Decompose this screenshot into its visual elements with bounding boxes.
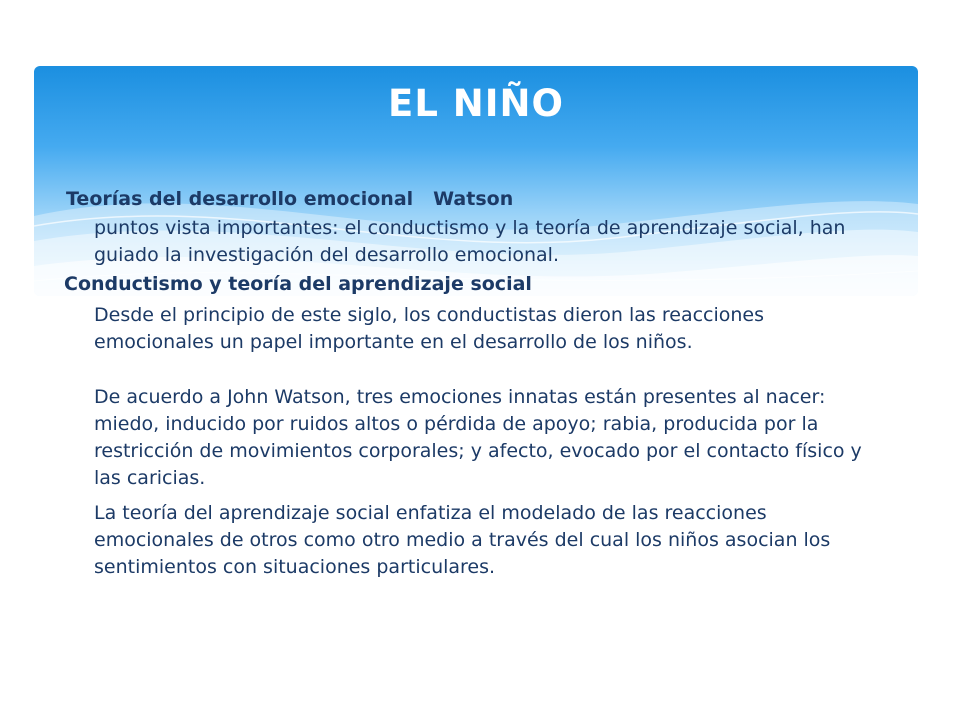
paragraph-watson-emociones: De acuerdo a John Watson, tres emociones innatas están presentes al nacer: miedo, inducido por ruidos altos o pérdida de apoyo; rabia, producida por la restricción de movimientos corporales; y afecto, evocado por el contacto físico y las caricias.	[94, 386, 862, 489]
section-heading-conductismo: Conductismo y teoría del aprendizaje social	[64, 273, 532, 295]
paragraph-aprendizaje-social: La teoría del aprendizaje social enfatiza el modelado de las reacciones emocionales de otros como otro medio a través del cual los niños asocian los sentimientos con situaciones particulares.	[94, 502, 831, 578]
paragraph-conductistas: Desde el principio de este siglo, los conductistas dieron las reacciones emocionales un papel importante en el desarrollo de los niños.	[94, 304, 765, 353]
section-heading-desarrollo	[66, 186, 886, 213]
slide-title: EL NIÑO	[388, 82, 564, 125]
paragraph-puntos-vista: puntos vista importantes: el conductismo y la teoría de aprendizaje social, han guiado la investigación del desarrollo emocional.	[94, 217, 846, 266]
section-heading-author: Watson	[433, 188, 514, 210]
slide-content	[66, 186, 886, 581]
section-heading-text: Teorías del desarrollo emocional	[66, 188, 414, 210]
